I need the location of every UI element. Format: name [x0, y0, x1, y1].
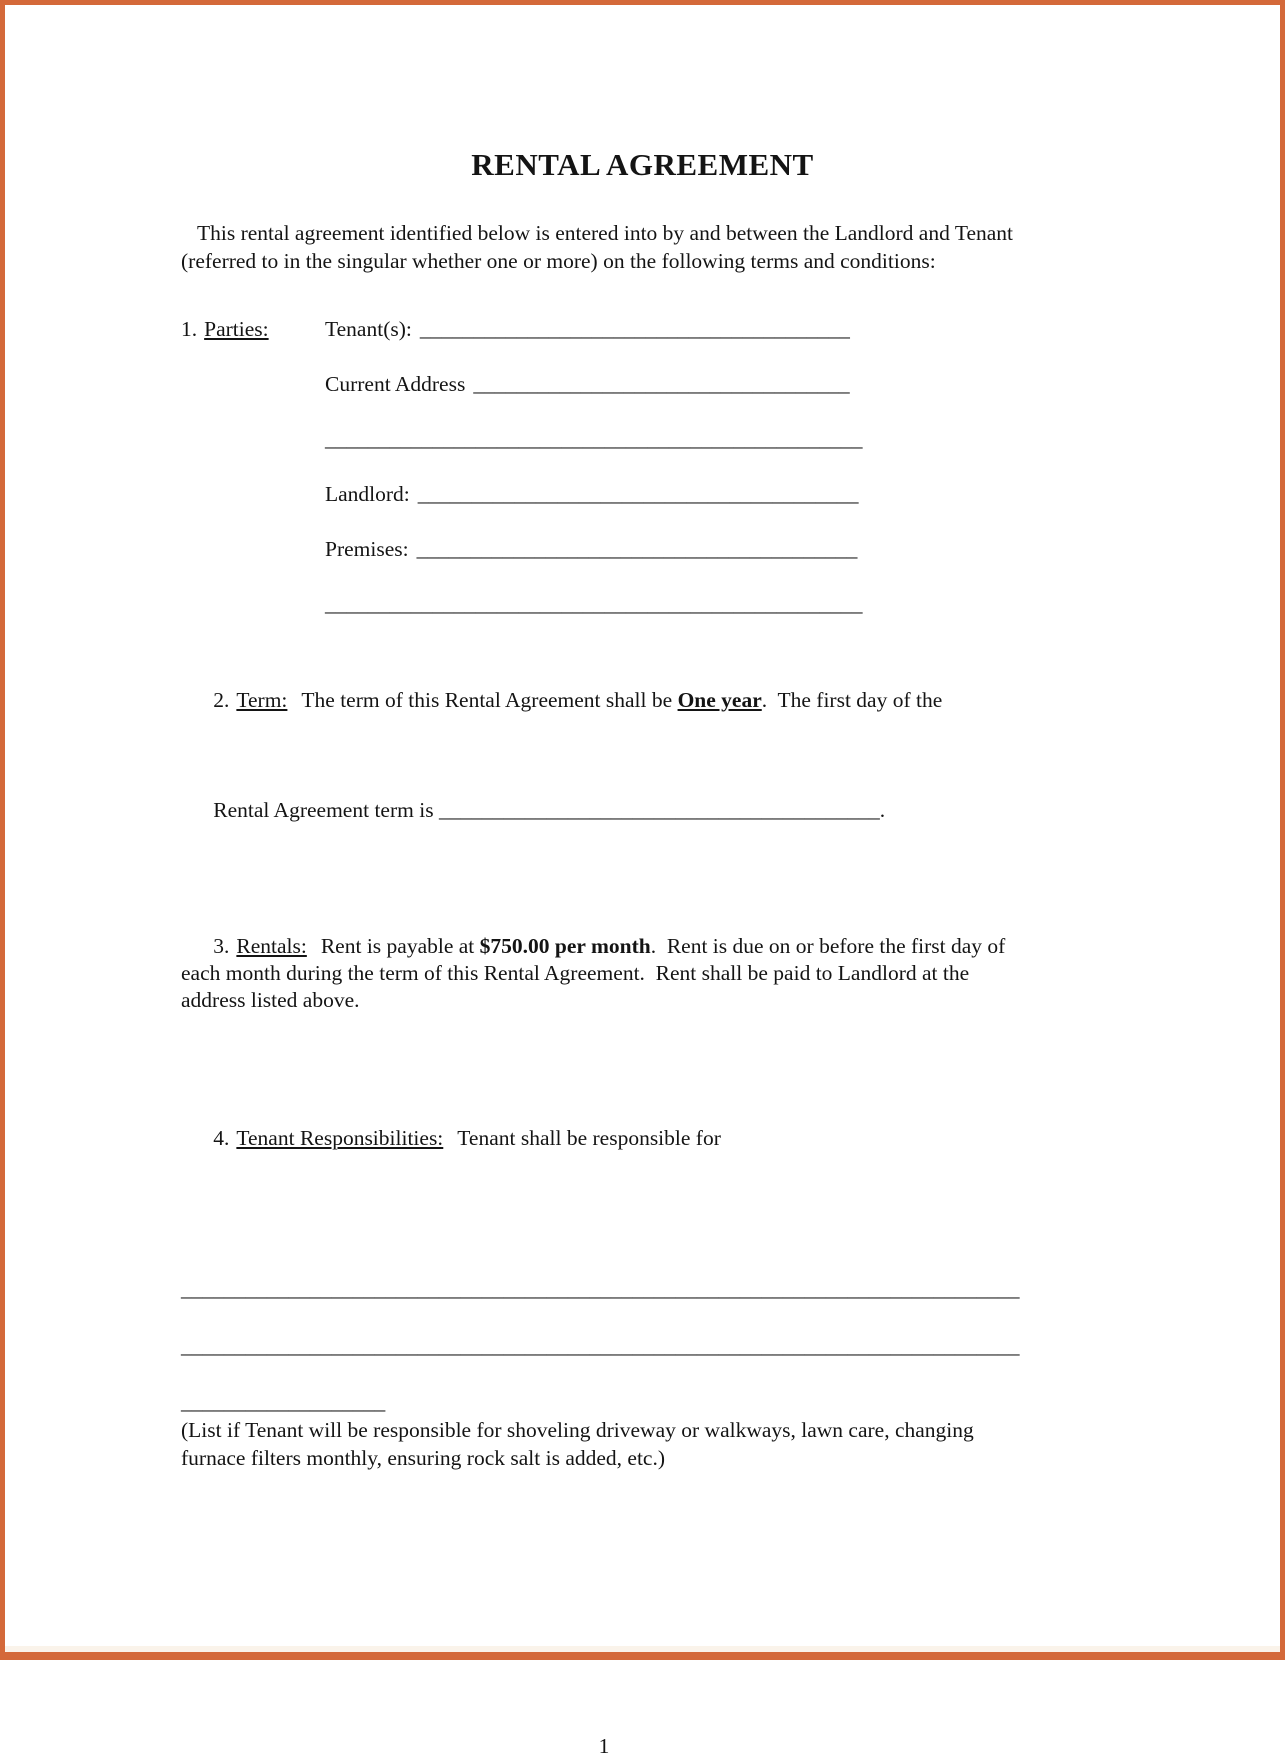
term-text-after: . The first day of the	[761, 688, 943, 712]
blank-line: ________________________________________	[419, 317, 850, 341]
term-text-before: The term of this Rental Agreement shall be	[301, 688, 678, 712]
rent-amount: $750.00 per month	[479, 934, 651, 958]
field-label: Tenant(s):	[325, 317, 412, 341]
field-premises-continuation	[325, 590, 1027, 618]
bottom-cream-strip	[5, 1646, 1280, 1652]
responsibilities-blank-line-2	[181, 1332, 1027, 1360]
page-title: RENTAL AGREEMENT	[471, 147, 814, 182]
section-parties	[181, 315, 1027, 618]
responsibilities-text: Tenant shall be responsible for	[457, 1126, 721, 1150]
section-label: Parties:	[204, 317, 269, 341]
section-number: 1.	[181, 317, 198, 341]
responsibilities-blank-line-3	[181, 1388, 1027, 1416]
responsibilities-note: (List if Tenant will be responsible for shoveling driveway or walkways, lawn care, changing furnace filters monthly, ensuring rock salt is added, etc.)	[181, 1418, 980, 1470]
section-number: 3.	[213, 934, 230, 958]
page-number: 1	[598, 1734, 610, 1758]
blank-line: ___________________	[181, 1390, 386, 1414]
field-address-continuation	[325, 425, 1027, 453]
blank-line: _________________________________________	[416, 537, 858, 561]
blank-line: ___________________________________	[473, 372, 850, 396]
field-current-address	[325, 370, 1027, 398]
intro-paragraph: This rental agreement identified below is entered into by and between the Landlord and Tenant (referred to in the singular whether one or more) on the following terms and conditions:	[181, 221, 1019, 273]
section-responsibilities-heading	[181, 1096, 1027, 1180]
section-number: 2.	[213, 688, 230, 712]
term-start-date-row	[181, 768, 1027, 852]
blank-line: ______________________________________________________________________________	[181, 1277, 1020, 1301]
section-number: 4.	[213, 1126, 230, 1150]
field-label: Current Address	[325, 372, 466, 396]
section-term	[181, 658, 1027, 742]
section-parties-heading	[181, 315, 269, 343]
section-rentals	[181, 906, 1027, 1041]
term-line2-text: Rental Agreement term is	[213, 798, 439, 822]
blank-line: _________________________________________	[438, 798, 880, 822]
blank-line: _________________________________________	[417, 482, 859, 506]
blank-line: ______________________________________________________________________________	[181, 1334, 1020, 1358]
rentals-text-after: . Rent is due on or before the first day of each month during the term of this Rental Agreement. Rent shall be paid to Landlord at the address listed above.	[181, 934, 1011, 1012]
field-label: Premises:	[325, 537, 409, 561]
field-label: Landlord:	[325, 482, 410, 506]
field-landlord	[325, 480, 1027, 508]
term-duration: One year	[677, 688, 762, 712]
section-label: Term:	[236, 688, 288, 712]
field-premises	[325, 535, 1027, 563]
document-body	[181, 219, 1027, 1760]
responsibilities-blank-line-1	[181, 1275, 1027, 1303]
section-label: Tenant Responsibilities:	[236, 1126, 444, 1150]
field-tenants	[325, 315, 1027, 343]
term-line2-period: .	[879, 798, 886, 822]
section-label: Rentals:	[236, 934, 307, 958]
blank-line: __________________________________________________	[325, 427, 863, 451]
rentals-text-before: Rent is payable at	[320, 934, 480, 958]
blank-line: __________________________________________________	[325, 592, 863, 616]
